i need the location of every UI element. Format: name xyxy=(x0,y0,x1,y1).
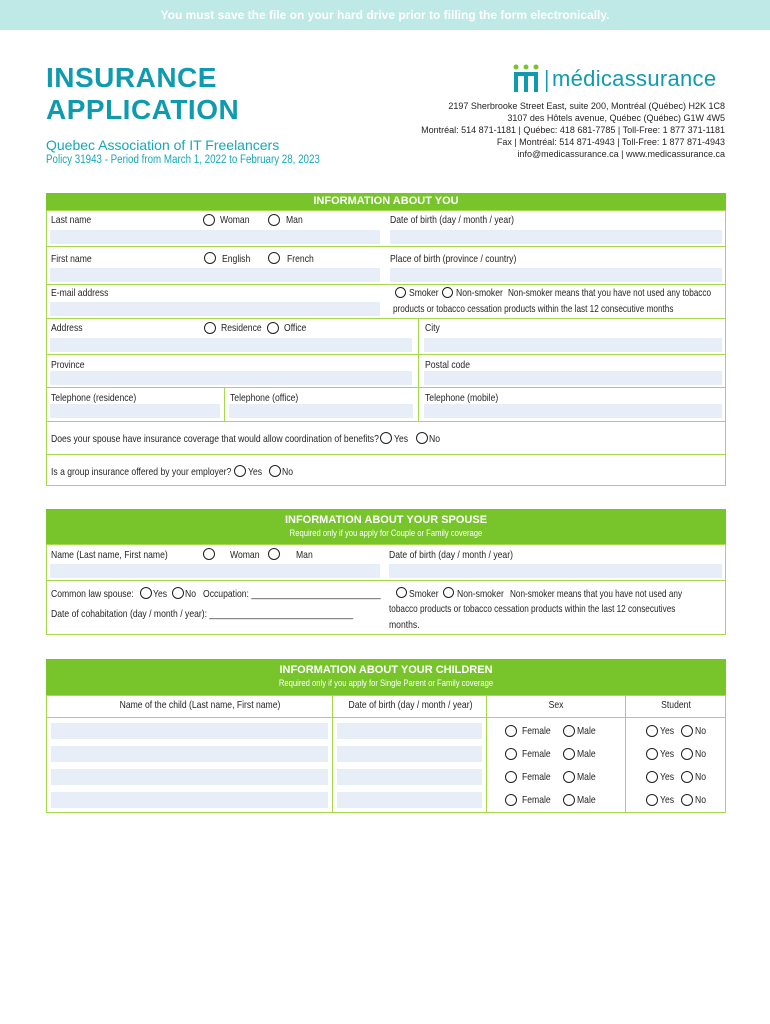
child-student-no-label: No xyxy=(695,725,707,737)
postal-code-field[interactable] xyxy=(424,371,722,385)
cohabitation-date-field[interactable]: Date of cohabitation (day / month / year): ______________________________ xyxy=(51,608,354,620)
divider xyxy=(46,354,726,355)
email-label: E-mail address xyxy=(51,287,109,299)
child-female-radio[interactable] xyxy=(505,725,517,737)
child-dob-field[interactable] xyxy=(337,746,482,762)
spouse-smoker-label: Smoker xyxy=(409,588,439,600)
non-smoker-note-line-1: Non-smoker means that you have not used any tobacco xyxy=(508,287,712,299)
common-law-yes-label: Yes xyxy=(153,588,168,600)
children-header-title: INFORMATION ABOUT YOUR CHILDREN xyxy=(279,664,493,676)
child-dob-field[interactable] xyxy=(337,723,482,739)
contact-web-line: info@medicassurance.ca | www.medicassurance.ca xyxy=(517,149,725,159)
group-insurance-no-radio[interactable] xyxy=(269,465,281,477)
spouse-dob-label: Date of birth (day / month / year) xyxy=(389,549,513,561)
divider xyxy=(46,454,726,455)
divider xyxy=(625,695,626,813)
child-male-radio[interactable] xyxy=(563,771,575,783)
divider xyxy=(46,246,726,247)
child-male-label: Male xyxy=(577,771,596,783)
child-male-radio[interactable] xyxy=(563,725,575,737)
dob-field[interactable] xyxy=(390,230,722,244)
child-student-yes-radio[interactable] xyxy=(646,725,658,737)
language-french-radio[interactable] xyxy=(268,252,280,264)
address-line-1: 2197 Sherbrooke Street East, suite 200, Montréal (Québec) H2K 1C8 xyxy=(448,101,725,111)
fax-line: Fax | Montréal: 514 871-4943 | Toll-Free: 1 877 871-4943 xyxy=(496,137,725,147)
pob-field[interactable] xyxy=(390,268,722,282)
child-female-radio[interactable] xyxy=(505,748,517,760)
section-header-children xyxy=(46,659,726,695)
divider xyxy=(46,580,726,581)
child-female-label: Female xyxy=(522,771,551,783)
spouse-smoker-radio[interactable] xyxy=(396,587,407,598)
pob-label: Place of birth (province / country) xyxy=(390,253,517,265)
non-smoker-note-line-2: products or tobacco cessation products within the last 12 consecutive months xyxy=(393,303,674,315)
common-law-label: Common law spouse: xyxy=(51,588,134,600)
divider xyxy=(418,387,419,421)
spouse-man-label: Man xyxy=(296,549,313,561)
gender-woman-radio[interactable] xyxy=(203,214,215,226)
organization-name: Quebec Association of IT Freelancers xyxy=(46,137,280,153)
spouse-non-smoker-radio[interactable] xyxy=(443,587,454,598)
smoker-radio[interactable] xyxy=(395,287,406,298)
tel-office-label: Telephone (office) xyxy=(230,392,299,404)
child-female-label: Female xyxy=(522,748,551,760)
spouse-note-line-2: tobacco products or tobacco cessation products within the last 12 consecutives xyxy=(389,603,676,615)
col-child-dob: Date of birth (day / month / year) xyxy=(348,699,473,711)
child-male-radio[interactable] xyxy=(563,794,575,806)
section-header-you: INFORMATION ABOUT YOU xyxy=(46,193,726,210)
divider xyxy=(46,284,726,285)
spouse-name-field[interactable] xyxy=(50,564,380,578)
spouse-non-smoker-label: Non-smoker xyxy=(457,588,504,600)
non-smoker-label: Non-smoker xyxy=(456,287,503,299)
province-field[interactable] xyxy=(50,371,412,385)
common-law-yes-radio[interactable] xyxy=(140,587,152,599)
phone-line: Montréal: 514 871-1181 | Québec: 418 681-7785 | Toll-Free: 1 877 371-1181 xyxy=(421,125,725,135)
child-male-radio[interactable] xyxy=(563,748,575,760)
group-insurance-question: Is a group insurance offered by your employer? xyxy=(51,466,232,478)
smoker-label: Smoker xyxy=(409,287,439,299)
address-residence-radio[interactable] xyxy=(204,322,216,334)
child-name-field[interactable] xyxy=(51,769,328,785)
child-student-yes-label: Yes xyxy=(660,748,675,760)
child-student-yes-radio[interactable] xyxy=(646,748,658,760)
address-label: Address xyxy=(51,322,83,334)
child-student-yes-radio[interactable] xyxy=(646,794,658,806)
language-english-radio[interactable] xyxy=(204,252,216,264)
col-student: Student xyxy=(661,699,691,711)
email-field[interactable] xyxy=(50,302,380,316)
child-female-radio[interactable] xyxy=(505,794,517,806)
title-line-1: INSURANCE xyxy=(46,62,217,93)
address-field[interactable] xyxy=(50,338,412,352)
page-title xyxy=(46,62,239,126)
dob-label: Date of birth (day / month / year) xyxy=(390,214,514,226)
child-female-label: Female xyxy=(522,794,551,806)
spouse-woman-radio[interactable] xyxy=(203,548,215,560)
common-law-no-label: No xyxy=(185,588,197,600)
last-name-label: Last name xyxy=(51,214,92,226)
child-student-no-label: No xyxy=(695,748,707,760)
child-name-field[interactable] xyxy=(51,746,328,762)
postal-code-label: Postal code xyxy=(425,359,470,371)
logo-text: médicassurance xyxy=(552,66,717,91)
child-student-yes-radio[interactable] xyxy=(646,771,658,783)
tel-office-field[interactable] xyxy=(229,404,413,418)
divider xyxy=(46,421,726,422)
first-name-field[interactable] xyxy=(50,268,380,282)
first-name-label: First name xyxy=(51,253,92,265)
child-student-no-radio[interactable] xyxy=(681,794,693,806)
gender-man-label: Man xyxy=(286,214,303,226)
child-dob-field[interactable] xyxy=(337,769,482,785)
tel-residence-field[interactable] xyxy=(50,404,220,418)
spouse-coverage-question: Does your spouse have insurance coverage that would allow coordination of benefits? xyxy=(51,433,379,445)
spouse-coverage-yes-label: Yes xyxy=(394,433,409,445)
language-french-label: French xyxy=(287,253,314,265)
address-residence-label: Residence xyxy=(221,322,262,334)
spouse-header-title: INFORMATION ABOUT YOUR SPOUSE xyxy=(284,514,488,526)
divider xyxy=(418,318,419,354)
child-male-label: Male xyxy=(577,725,596,737)
gender-woman-label: Woman xyxy=(220,214,250,226)
col-sex: Sex xyxy=(548,699,564,711)
spouse-header-subtitle: Required only if you apply for Couple or Family coverage xyxy=(289,528,483,538)
city-field[interactable] xyxy=(424,338,722,352)
spouse-note-line-1: Non-smoker means that you have not used any xyxy=(510,588,683,600)
child-student-no-radio[interactable] xyxy=(681,725,693,737)
policy-period: Policy 31943 - Period from March 1, 2022 to February 28, 2023 xyxy=(46,154,320,166)
language-english-label: English xyxy=(222,253,251,265)
spouse-man-radio[interactable] xyxy=(268,548,280,560)
city-label: City xyxy=(425,322,440,334)
divider xyxy=(486,695,487,813)
divider xyxy=(46,717,726,718)
divider xyxy=(224,387,225,421)
divider xyxy=(332,695,333,813)
child-dob-field[interactable] xyxy=(337,792,482,808)
child-female-label: Female xyxy=(522,725,551,737)
spouse-woman-label: Woman xyxy=(230,549,260,561)
tel-mobile-field[interactable] xyxy=(424,404,722,418)
title-line-2: APPLICATION xyxy=(46,94,240,125)
occupation-field[interactable]: Occupation: ___________________________ xyxy=(203,588,381,600)
group-insurance-yes-label: Yes xyxy=(248,466,263,478)
child-student-no-label: No xyxy=(695,794,707,806)
child-female-radio[interactable] xyxy=(505,771,517,783)
child-student-no-radio[interactable] xyxy=(681,748,693,760)
spouse-note-line-3: months. xyxy=(389,619,420,631)
child-male-label: Male xyxy=(577,794,596,806)
spouse-coverage-no-radio[interactable] xyxy=(416,432,428,444)
spouse-dob-field[interactable] xyxy=(389,564,722,578)
child-student-no-radio[interactable] xyxy=(681,771,693,783)
tel-mobile-label: Telephone (mobile) xyxy=(425,392,499,404)
address-office-radio[interactable] xyxy=(267,322,279,334)
child-male-label: Male xyxy=(577,748,596,760)
group-insurance-no-label: No xyxy=(282,466,294,478)
section-header-spouse xyxy=(46,509,726,544)
group-insurance-yes-radio[interactable] xyxy=(234,465,246,477)
child-name-field[interactable] xyxy=(51,792,328,808)
spouse-name-label: Name (Last name, First name) xyxy=(51,549,168,561)
spouse-coverage-yes-radio[interactable] xyxy=(380,432,392,444)
common-law-no-radio[interactable] xyxy=(172,587,184,599)
save-notice-banner: You must save the file on your hard drive prior to filling the form electronically. xyxy=(0,0,770,30)
divider xyxy=(46,318,726,319)
province-label: Province xyxy=(51,359,85,371)
divider xyxy=(418,354,419,387)
child-name-field[interactable] xyxy=(51,723,328,739)
address-line-2: 3107 des Hôtels avenue, Québec (Québec) G1W 4W5 xyxy=(507,113,725,123)
child-student-no-label: No xyxy=(695,771,707,783)
tel-residence-label: Telephone (residence) xyxy=(51,392,137,404)
address-office-label: Office xyxy=(284,322,307,334)
last-name-field[interactable] xyxy=(50,230,380,244)
divider xyxy=(46,387,726,388)
children-header-subtitle: Required only if you apply for Single Parent or Family coverage xyxy=(278,678,494,688)
child-student-yes-label: Yes xyxy=(660,725,675,737)
child-student-yes-label: Yes xyxy=(660,771,675,783)
gender-man-radio[interactable] xyxy=(268,214,280,226)
col-child-name: Name of the child (Last name, First name) xyxy=(119,699,281,711)
non-smoker-radio[interactable] xyxy=(442,287,453,298)
spouse-coverage-no-label: No xyxy=(429,433,441,445)
child-student-yes-label: Yes xyxy=(660,794,675,806)
